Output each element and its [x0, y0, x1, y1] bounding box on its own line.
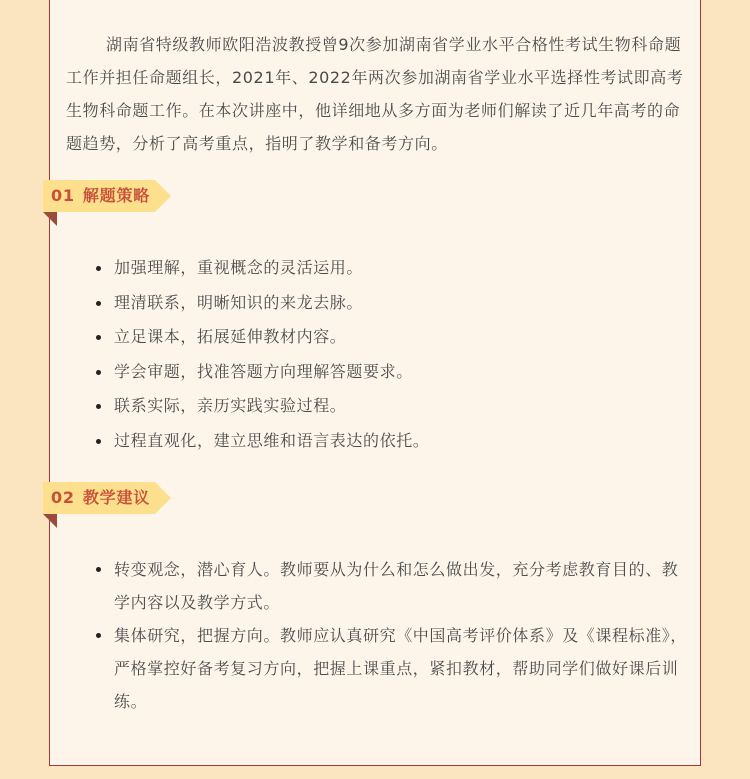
section-title: 教学建议 — [82, 488, 151, 507]
section-heading — [51, 482, 150, 514]
bullet-dot-icon — [96, 567, 101, 572]
list-item-text: 转变观念，潜心育人。教师要从为什么和怎么做出发，充分考虑教育目的、教学内容以及教学方式。 — [114, 560, 679, 612]
bullet-dot-icon — [96, 404, 101, 409]
strategy-list — [76, 251, 688, 458]
list-item — [76, 619, 688, 718]
intro-paragraph: 湖南省特级教师欧阳浩波教授曾9次参加湖南省学业水平合格性考试生物科命题工作并担任命题组长，2021年、2022年两次参加湖南省学业水平选择性考试即高考生物科命题工作。在本次讲座中，他详细地从多方面为老师们解读了近几年高考的命题趋势，分析了高考重点，指明了教学和备考方向。 — [66, 35, 684, 153]
list-item — [76, 553, 688, 619]
list-item-text: 集体研究，把握方向。教师应认真研究《中国高考评价体系》及《课程标准》，严格掌控好备考复习方向，把握上课重点，紧扣教材，帮助同学们做好课后训练。 — [114, 626, 688, 711]
bullet-dot-icon — [96, 266, 101, 271]
list-item — [76, 251, 688, 286]
list-item-text: 联系实际，亲历实践实验过程。 — [114, 396, 347, 415]
tag-ribbon-fold — [43, 212, 57, 226]
list-item-text: 加强理解，重视概念的灵活运用。 — [114, 258, 364, 277]
list-item — [76, 389, 688, 424]
tag-ribbon-arrow — [155, 482, 171, 514]
bullet-dot-icon — [96, 370, 101, 375]
list-item-text: 立足课本，拓展延伸教材内容。 — [114, 327, 347, 346]
tag-ribbon-fold — [43, 514, 57, 528]
tag-ribbon-arrow — [155, 180, 171, 212]
list-item-text: 理清联系，明晰知识的来龙去脉。 — [114, 292, 364, 312]
section-title: 解题策略 — [82, 186, 151, 205]
list-item — [76, 424, 688, 459]
bullet-dot-icon — [96, 301, 101, 306]
bullet-dot-icon — [96, 633, 101, 638]
bullet-dot-icon — [96, 439, 101, 444]
section-heading — [51, 180, 150, 212]
list-item — [76, 320, 688, 355]
list-item-text: 过程直观化，建立思维和语言表达的依托。 — [114, 430, 430, 450]
teaching-list — [76, 553, 688, 718]
section-number: 01 — [51, 186, 75, 205]
list-item — [76, 286, 688, 321]
section-number: 02 — [51, 488, 75, 507]
bullet-dot-icon — [96, 335, 101, 340]
list-item-text: 学会审题，找准答题方向理解答题要求。 — [114, 361, 413, 381]
list-item — [76, 355, 688, 390]
